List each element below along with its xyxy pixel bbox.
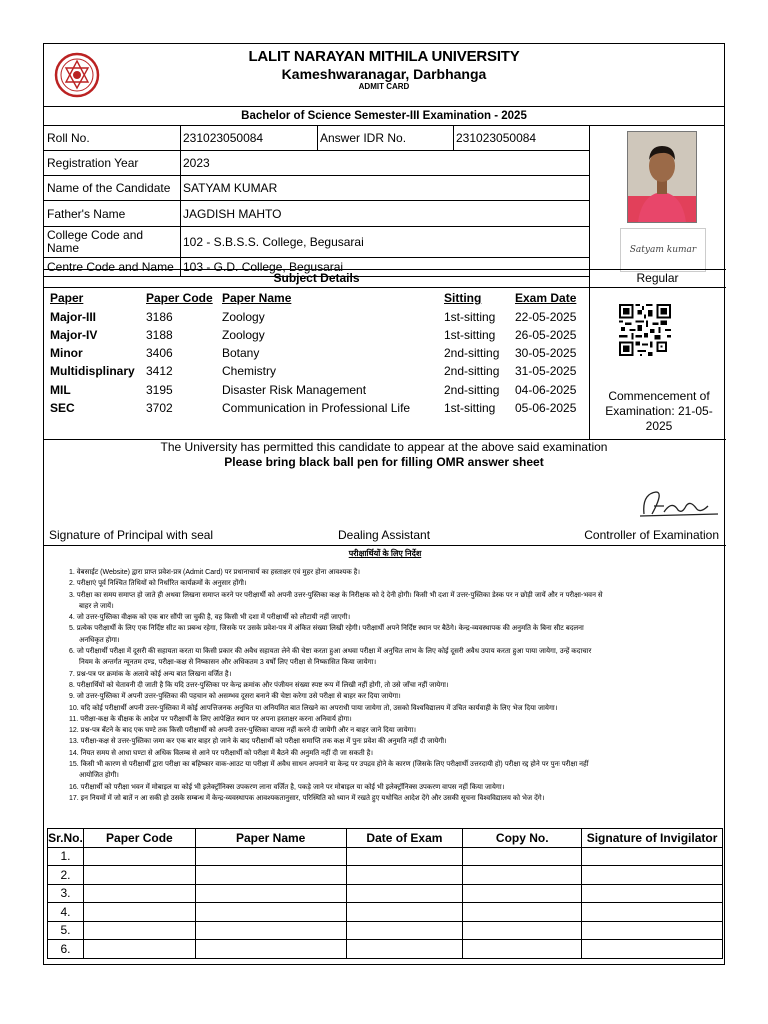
paper-code: 3188 xyxy=(146,328,173,342)
cell xyxy=(582,866,723,885)
cell xyxy=(346,903,463,922)
commencement-date: Commencement of Examination: 21-05-2025 xyxy=(605,389,713,433)
instruction-item: आयोजित होगी। xyxy=(79,772,119,780)
paper: Major-IV xyxy=(50,328,98,342)
cell xyxy=(195,884,346,903)
idr-label: Answer IDR No. xyxy=(320,131,407,145)
admit-card xyxy=(43,43,725,965)
sitting: 2nd-sitting xyxy=(444,364,500,378)
instruction-item: नियम के अन्तर्गत न्यूनतम दण्ड, परीक्षा-कक्ष से निष्कासन और अधिकतम 3 वर्षों लिए परीक्षा से निष्कासित किया जायेगा। xyxy=(79,659,377,667)
instruction-item: 12. प्रश्न-पत्र बँटने के बाद एक घण्टे तक किसी परीक्षार्थी को अपनी उत्तर-पुस्तिका वापस नहीं करने दी जायेगी और न बाहर जाने दिया जायेगा। xyxy=(69,727,417,735)
registration-label: Registration Year xyxy=(47,156,139,170)
instruction-item: 7. प्रश्न-पत्र पर क्रमांक के अलावे कोई अन्य बात लिखना वर्जित है। xyxy=(69,670,232,678)
col-date-of-exam: Date of Exam xyxy=(346,829,463,848)
college-value: 102 - S.B.S.S. College, Begusarai xyxy=(183,234,364,249)
table-row xyxy=(48,921,723,940)
paper-name: Zoology xyxy=(222,328,265,342)
instruction-item: 1. वेबसाईट (Website) द्वारा प्राप्त प्रवेश-प्रत्र (Admit Card) पर प्रधानाचार्य का हस्ताक्षर एवं मुहर होना आवश्यक है। xyxy=(69,569,361,576)
paper: MIL xyxy=(50,383,71,397)
idr-value: 231023050084 xyxy=(456,131,537,145)
col-paper-name: Paper Name xyxy=(195,829,346,848)
cell xyxy=(582,940,723,959)
cell xyxy=(83,921,195,940)
father-row xyxy=(44,201,589,227)
instruction-item: 8. परीक्षार्थियों को चेतावनी दी जाती है कि यदि उत्तर-पुस्तिका पर केन्द्र क्रमांक और पंजीयन संख्या स्पष्ट रूप में लिखी नहीं होगी, तो उसे जाँचा नहीं जायेगा। xyxy=(69,681,449,689)
candidate-name: SATYAM KUMAR xyxy=(183,181,278,195)
cell xyxy=(463,847,582,866)
paper: SEC xyxy=(50,401,75,415)
paper-code: 3406 xyxy=(146,346,173,360)
paper: Major-III xyxy=(50,310,97,324)
photo-column xyxy=(589,126,727,277)
cell xyxy=(463,903,582,922)
centre-value: 103 - G.D. College, Begusarai xyxy=(183,260,344,274)
instructions-section xyxy=(44,545,726,801)
candidate-photo xyxy=(627,131,697,223)
exam-date: 31-05-2025 xyxy=(515,364,577,378)
instruction-item: 9. जो उत्तर-पुस्तिका में अपनी उत्तर-पुस्तिका की पहचान को असम्भव दूसरा बनाने की चेष्टा करेगा उसे परीक्षा से बाहर कर दिया जायेगा। xyxy=(69,693,401,701)
permission-note: The University has permitted this candidate to appear at the above said examination xyxy=(160,440,608,454)
instruction-item: 11. परीक्षा-कक्ष के वीक्षक के आदेश पर परीक्षार्थी के लिए आपेक्षित स्थान पर अपना हस्ताक्षर करना अनिवार्य होगा। xyxy=(69,715,352,723)
roll-row xyxy=(44,126,589,151)
college-label: College Code and Name xyxy=(47,228,144,255)
col-paper-name: Paper Name xyxy=(222,291,292,305)
cell xyxy=(463,866,582,885)
father-name: JAGDISH MAHTO xyxy=(183,206,282,221)
candidate-signature: Satyam kumar xyxy=(620,228,706,272)
cell xyxy=(195,940,346,959)
candidate-details xyxy=(44,126,724,277)
college-row xyxy=(44,227,589,258)
pen-note: Please bring black ball pen for filling OMR answer sheet xyxy=(224,455,544,469)
col-copy-no: Copy No. xyxy=(463,829,582,848)
sr-no: 2. xyxy=(48,866,84,885)
sitting: 2nd-sitting xyxy=(444,383,500,397)
instruction-item: 5. प्रत्येक परीक्षार्थी के लिए एक निर्दिष्ट सीट का प्रबन्ध रहेगा, जिसके पर उसके प्रवेश-पत्र में अंकित संख्या लिखी रहेगी। परीक्षार्थी अपने निर्दिष्ट स्थान पर बैठेंगे। केन्द्र-व्यवस्थापक की अनुमति के बिना सीट बदलना xyxy=(69,625,584,633)
instruction-item: 17. इन नियमों में जो बातें न आ सकी हो उसके सम्बन्ध में केन्द्र-व्यवस्थापक आवश्यकतानुसार, परिस्थिति को ध्यान में रखते हुए यथोचित आदेश देंगे और उसकी सूचना विश्वविद्यालय को भेज देंगे। xyxy=(69,794,545,802)
instruction-item: बाहर ले जायें। xyxy=(79,602,114,610)
cell xyxy=(582,903,723,922)
name-row xyxy=(44,176,589,201)
instruction-item: 15. किसी भी कारण से परीक्षार्थी द्वारा परीक्षा का बहिष्कार वाक-आउट या परीक्षा में अवैध साधन अपनाने या केन्द्र पर उपद्रव होने के कारण (जिसके लिए परीक्षार्थी उत्तरदायी हो) परीक्षा रद्द होने पर पुनः परीक्षा नहीं xyxy=(69,761,589,769)
paper-name: Communication in Professional Life xyxy=(222,401,411,415)
cell xyxy=(346,866,463,885)
cell xyxy=(195,847,346,866)
table-row xyxy=(48,903,723,922)
instruction-item: 4. जो उत्तर-पुस्तिका वीक्षक को एक बार सौंपी जा चुकी है, वह किसी भी दशा में परीक्षार्थी को लौटायी नहीं जाएगी। xyxy=(69,614,351,622)
father-label: Father's Name xyxy=(47,206,126,221)
university-name: LALIT NARAYAN MITHILA UNIVERSITY xyxy=(248,48,520,65)
exam-date: 05-06-2025 xyxy=(515,401,577,415)
col-paper-code: Paper Code xyxy=(146,291,213,305)
col-paper-code: Paper Code xyxy=(83,829,195,848)
instruction-item: 13. परीक्षा-कक्ष से उत्तर-पुस्तिका जमा कर एक बार बाहर हो जाने के बाद परीक्षार्थी को परीक्षा समाप्ति तक कक्ष में पुनः प्रवेश की अनुमति नहीं दी जायेगी। xyxy=(69,738,447,746)
instruction-item: अनधिकृत होगा। xyxy=(79,636,120,644)
paper-name: Zoology xyxy=(222,310,265,324)
roll-value: 231023050084 xyxy=(183,131,264,145)
paper: Minor xyxy=(50,346,83,360)
instructions-title: परीक्षार्थियों के लिए निर्देश xyxy=(348,549,422,558)
cell xyxy=(195,921,346,940)
cell xyxy=(195,903,346,922)
instruction-item: 14. नियत समय से आधा घण्टा से अधिक विलम्ब से आने पर परीक्षार्थी को परीक्षा में बैठने की अनुमति नहीं दी जा सकती है। xyxy=(69,749,374,757)
document-type: ADMIT CARD xyxy=(358,82,410,91)
invigilation-table xyxy=(47,828,723,959)
col-invigilator-signature: Signature of Invigilator xyxy=(582,829,723,848)
cell xyxy=(582,847,723,866)
exam-date: 30-05-2025 xyxy=(515,346,577,360)
university-location: Kameshwaranagar, Darbhanga xyxy=(281,66,487,82)
principal-signature-label: Signature of Principal with seal xyxy=(49,528,214,542)
table-row xyxy=(48,884,723,903)
sr-no: 4. xyxy=(48,903,84,922)
cell xyxy=(582,921,723,940)
table-row xyxy=(48,847,723,866)
instruction-item: 2. परीक्षाएं पूर्व निश्चित तिथियों को निर्धारित कार्यक्रमों के अनुसार होंगी। xyxy=(69,580,247,588)
sr-no: 5. xyxy=(48,921,84,940)
paper-code: 3702 xyxy=(146,401,173,415)
sr-no: 3. xyxy=(48,884,84,903)
col-sitting: Sitting xyxy=(444,291,482,305)
sitting: 1st-sitting xyxy=(444,310,496,324)
sitting: 2nd-sitting xyxy=(444,346,500,360)
instructions-list xyxy=(69,567,699,804)
cell xyxy=(463,884,582,903)
subject-header-bar xyxy=(44,269,726,288)
cell xyxy=(195,866,346,885)
sitting: 1st-sitting xyxy=(444,401,496,415)
cell xyxy=(463,940,582,959)
instruction-item: 16. परीक्षार्थी को परीक्षा भवन में मोबाइल या कोई भी इलेक्ट्रॉनिक्स उपकरण लाना वर्जित है, पकड़े जाने पर मोबाइल या कोई भी इलेक्ट्रॉनिक्स उपकरण वापस नहीं किया जायेगा। xyxy=(69,783,505,791)
cell xyxy=(346,884,463,903)
name-label: Name of the Candidate xyxy=(47,181,171,195)
subject-details-title: Subject Details xyxy=(273,271,360,285)
instruction-item: 3. परीक्षा का समय समाप्त हो जाते ही अथवा लिखना समाप्त करने पर परीक्षार्थी को अपनी उत्तर-पुस्तिका कक्ष के निरीक्षक को दे देनी होगी। किसी भी दशा में उत्तर-पुस्तिका डेस्क पर न छोड़ी जायें और न परीक्षा-भवन से xyxy=(69,591,603,599)
exam-date: 26-05-2025 xyxy=(515,328,577,342)
controller-signature xyxy=(634,484,724,524)
paper-code: 3186 xyxy=(146,310,173,324)
cell xyxy=(582,884,723,903)
card-header xyxy=(44,44,724,107)
cell xyxy=(463,921,582,940)
candidate-status: Regular xyxy=(636,271,679,285)
paper-name: Disaster Risk Management xyxy=(222,383,367,397)
dealing-assistant-label: Dealing Assistant xyxy=(338,528,431,542)
cell xyxy=(83,866,195,885)
exam-date: 04-06-2025 xyxy=(515,383,577,397)
cell xyxy=(83,884,195,903)
cell xyxy=(83,903,195,922)
col-exam-date: Exam Date xyxy=(515,291,577,305)
paper-name: Chemistry xyxy=(222,364,277,378)
sr-no: 6. xyxy=(48,940,84,959)
sitting: 1st-sitting xyxy=(444,328,496,342)
instruction-item: 10. यदि कोई परीक्षार्थी अपनी उत्तर-पुस्तिका में कोई आपत्तिजनक अनुचित या अनियमित बात लिखने का अपराधी पाया जायेगा तो, उसको विश्वविद्यालय में उचित कार्यवाही के लिए भेज दिया जायेगा। xyxy=(69,704,558,712)
cell xyxy=(83,847,195,866)
controller-label: Controller of Examination xyxy=(584,528,719,542)
registration-row xyxy=(44,151,589,176)
table-row xyxy=(48,940,723,959)
centre-label: Centre Code and Name xyxy=(47,260,174,274)
sr-no: 1. xyxy=(48,847,84,866)
paper-code: 3195 xyxy=(146,383,173,397)
col-sr-no: Sr.No. xyxy=(48,829,84,848)
cell xyxy=(346,921,463,940)
exam-date: 22-05-2025 xyxy=(515,310,577,324)
qr-code xyxy=(619,304,671,356)
cell xyxy=(346,847,463,866)
cell xyxy=(83,940,195,959)
col-paper: Paper xyxy=(50,291,84,305)
paper: Multidisplinary xyxy=(50,364,135,378)
instruction-item: 6. जो परीक्षार्थी परीक्षा में दूसरी की सहायता करता या किसी प्रकार की अवैध सहायता लेने की चेष्टा करता हुआ अथवा परीक्षा में अनुचित लाभ के लिए कोई दूसरी अवैध उपाय करता हुआ पाया जायेगा, उन्हें कदाचार xyxy=(69,648,592,656)
table-row xyxy=(48,866,723,885)
exam-title: Bachelor of Science Semester-III Examination - 2025 xyxy=(44,107,724,126)
table-header-row xyxy=(48,829,723,848)
paper-code: 3412 xyxy=(146,364,173,378)
roll-label: Roll No. xyxy=(47,131,90,145)
paper-name: Botany xyxy=(222,346,260,360)
registration-value: 2023 xyxy=(183,156,210,170)
cell xyxy=(346,940,463,959)
